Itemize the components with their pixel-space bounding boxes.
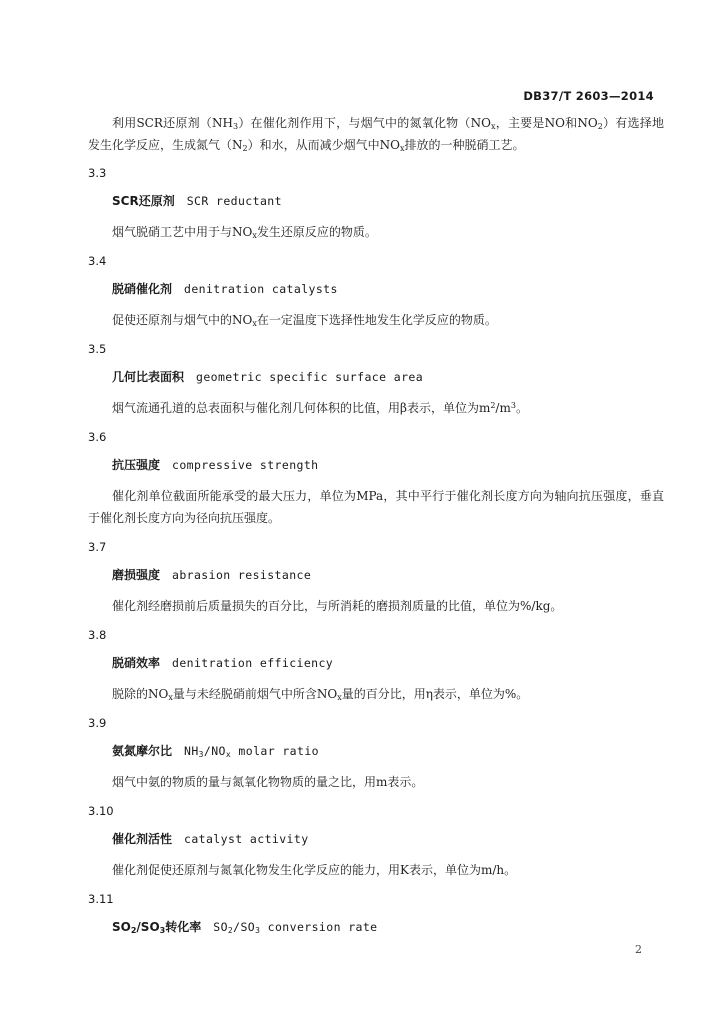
section-number: 3.9	[88, 716, 107, 730]
term-heading: $SO_2/SO_3$转化率 $SO_2/SO_3$ conversion rate	[112, 920, 378, 935]
section-number: 3.6	[88, 430, 107, 444]
term-definition: 催化剂单位截面所能承受的最大压力，单位为MPa，其中平行于催化剂长度方向为轴向抗压强度，垂直于催化剂长度方向为径向抗压强度。	[88, 489, 664, 525]
term-heading: SCR还原剂 SCR reductant	[112, 194, 282, 208]
term-heading: 脱硝效率 denitration efficiency	[112, 656, 334, 670]
page-number: 2	[635, 943, 642, 956]
page-header: DB37/T 2603—2014	[523, 89, 654, 103]
section-number: 3.7	[88, 540, 107, 554]
term-heading: 催化剂活性 catalyst activity	[112, 832, 309, 846]
section-number: 3.5	[88, 342, 107, 356]
section-number: 3.10	[88, 804, 114, 818]
intro-paragraph: 利用SCR还原剂$(NH_3)$在催化剂作用下，与烟气中的氮氧化物（$NO_x$，主要是NO和$NO_2$）有选择地发生化学反应，生成氮气$(N_2)$和水，从而减少烟气中$NO_x$排放的一种脱硝工艺。	[88, 116, 664, 153]
term-definition: 烟气流通孔道的总表面积与催化剂几何体积的比值，用β表示，单位为$m^2/m^3$。	[112, 401, 528, 415]
term-heading: 脱硝催化剂 denitration catalysts	[112, 282, 338, 296]
term-heading: 氨氮摩尔比 $NH_3/NO_x$ molar ratio	[112, 744, 319, 759]
term-definition: 烟气中氨的物质的量与氮氧化物物质的量之比，用m表示。	[112, 775, 424, 789]
term-definition: 催化剂促使还原剂与氮氧化物发生化学反应的能力，用K表示，单位为m/h。	[112, 863, 517, 877]
section-number: 3.11	[88, 892, 114, 906]
term-heading: 磨损强度 abrasion resistance	[112, 568, 312, 582]
term-definition: 烟气脱硝工艺中用于与$NO_x$发生还原反应的物质。	[112, 225, 377, 240]
term-definition: 促使还原剂与烟气中的$NO_x$在一定温度下选择性地发生化学反应的物质。	[112, 313, 497, 328]
term-heading: 几何比表面积 geometric specific surface area	[112, 370, 424, 384]
term-heading: 抗压强度 compressive strength	[112, 458, 319, 472]
term-definition: 脱除的$NO_x$量与未经脱硝前烟气中所含$NO_x$量的百分比，用η表示，单位为%。	[112, 687, 529, 702]
section-number: 3.8	[88, 628, 107, 642]
document-body	[88, 112, 664, 947]
section-number: 3.4	[88, 254, 107, 268]
term-definition: 催化剂经磨损前后质量损失的百分比，与所消耗的磨损剂质量的比值，单位为%/kg。	[112, 599, 563, 613]
section-number: 3.3	[88, 166, 107, 180]
